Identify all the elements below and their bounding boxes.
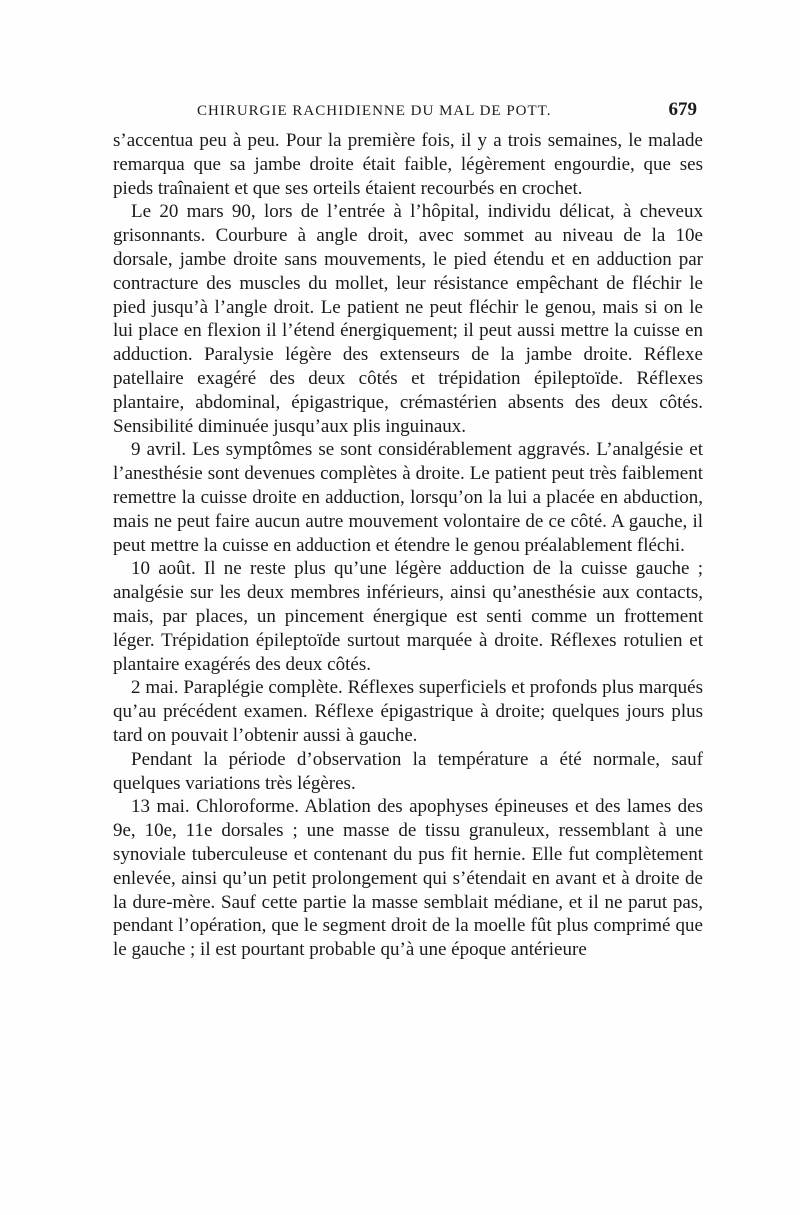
running-title: CHIRURGIE RACHIDIENNE DU MAL DE POTT.	[197, 103, 552, 119]
paragraph-continuation: s’accentua peu à peu. Pour la première fois, il y a trois semaines, le malade remarqua que sa jambe droite était faible, légèrement engourdie, que ses pieds traînaient et que ses orteils étaient recourbés en crochet.	[113, 130, 703, 199]
running-head	[113, 99, 703, 125]
paragraph-2-mai: 2 mai. Paraplégie complète. Réflexes superficiels et profonds plus marqués qu’au précédent examen. Réflexe épigastrique à droite; quelques jours plus tard on pouvait l’obtenir aussi à gauche.	[113, 677, 703, 746]
paragraph-10-aout: 10 août. Il ne reste plus qu’une légère adduction de la cuisse gauche ; analgésie sur les deux membres inférieurs, ainsi qu’anesthésie aux contacts, mais, par places, un pincement énergique est senti comme un frottement léger. Trépidation épileptoïde surtout marquée à droite. Réflexes rotulien et plantaire exagérés des deux côtés.	[113, 558, 703, 675]
body-text	[113, 129, 703, 962]
paragraph-20-mars: Le 20 mars 90, lors de l’entrée à l’hôpital, individu délicat, à cheveux grisonnants. Courbure à angle droit, avec sommet au niveau de la 10e dorsale, jambe droite sans mouvements, le pied étendu et en adduction par contracture des muscles du mollet, leur résistance empêchant de fléchir le pied jusqu’à l’angle droit. Le patient ne peut fléchir le genou, mais si on le lui place en flexion il l’étend énergiquement; il peut aussi mettre la cuisse en adduction. Paralysie légère des extenseurs de la jambe droite. Réflexe patellaire exagéré des deux côtés et trépidation épileptoïde. Réflexes plantaire, abdominal, épigastrique, crémastérien absents des deux côtés. Sensibilité diminuée jusqu’aux plis inguinaux.	[113, 201, 703, 437]
paragraph-13-mai: 13 mai. Chloroforme. Ablation des apophyses épineuses et des lames des 9e, 10e, 11e dorsales ; une masse de tissu granuleux, ressemblant à une synoviale tuberculeuse et contenant du pus fit hernie. Elle fut complètement enlevée, ainsi qu’un petit prolongement qui s’étendait en avant et à droite de la dure-mère. Sauf cette partie la masse semblait médiane, et il ne parut pas, pendant l’opération, que le segment droit de la moelle fût plus comprimé que le gauche ; il est pourtant probable qu’à une époque antérieure	[113, 796, 703, 961]
paragraph-temperature: Pendant la période d’observation la température a été normale, sauf quelques variations très légères.	[113, 748, 703, 794]
paragraph-9-avril: 9 avril. Les symptômes se sont considérablement aggravés. L’analgésie et l’anesthésie sont devenues complètes à droite. Le patient peut très faiblement remettre la cuisse droite en adduction, lorsqu’on la lui a placée en abduction, mais ne peut faire aucun autre mouvement volontaire de ce côté. A gauche, il peut mettre la cuisse en adduction et étendre le genou préalablement fléchi.	[113, 439, 703, 556]
page-number: 679	[668, 99, 697, 120]
